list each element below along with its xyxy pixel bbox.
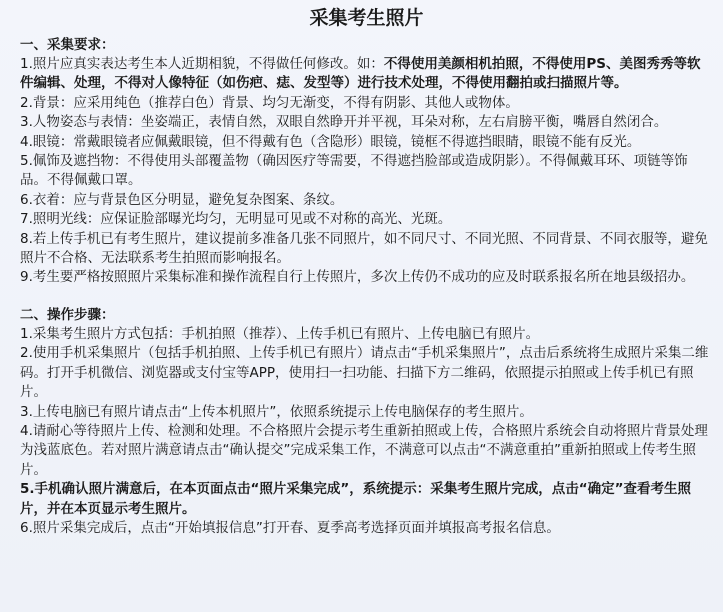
text-segment: 6.照片采集完成后，点击“开始填报信息”打开春、夏季高考选择页面并填报高考报名信息。: [20, 519, 560, 536]
steps-section: [20, 306, 713, 538]
steps-list: [20, 325, 713, 538]
text-segment: 9.考生要严格按照照片采集标准和操作流程自行上传照片，多次上传仍不成功的应及时联系报名所在地县级招办。: [20, 269, 695, 286]
requirement-item: [20, 133, 713, 152]
text-segment: 8.若上传手机已有考生照片，建议提前多准备几张不同照片，如不同尺寸、不同光照、不同背景、不同衣服等，避免照片不合格、无法联系考生拍照而影响报名。: [20, 230, 708, 267]
step-item: [20, 325, 713, 344]
requirement-item: [20, 191, 713, 210]
requirement-item: [20, 230, 713, 269]
text-segment: 1.照片应真实表达考生本人近期相貌，不得做任何修改。如：: [20, 56, 384, 72]
steps-heading: 二、操作步骤：: [20, 306, 115, 323]
step-item: [20, 480, 713, 519]
text-segment: 5.手机确认照片满意后，在本页面点击“照片采集完成”，系统提示：采集考生照片完成，点击“确定”查看考生照片，并在本页显示考生照片。: [20, 481, 692, 517]
requirement-item: [20, 94, 713, 113]
requirement-item: [20, 210, 713, 229]
requirement-item: [20, 113, 713, 132]
text-segment: 1.采集考生照片方式包括：手机拍照（推荐）、上传手机已有照片、上传电脑已有照片。: [20, 325, 540, 342]
text-segment: 4.请耐心等待照片上传、检测和处理。不合格照片会提示考生重新拍照或上传，合格照片系统会自动将照片背景处理为浅蓝底色。若对照片满意请点击“确认提交”完成采集工作，不满意可以点击“不满意重拍”重新拍照或上传考生照片。: [20, 422, 708, 478]
requirements-list: [20, 55, 713, 288]
requirement-item: [20, 152, 713, 191]
text-segment: 6.衣着：应与背景色区分明显，避免复杂图案、条纹。: [20, 191, 344, 208]
requirement-item: [20, 268, 713, 287]
step-item: [20, 422, 713, 480]
text-segment: 不得使用美颜相机拍照，不得使用PS、美图秀秀等软件编辑、处理，不得对人像特征（如伤疤、痣、发型等）进行技术处理，不得使用翻拍或扫描照片等。: [20, 56, 701, 92]
step-item: [20, 519, 713, 538]
text-segment: 7.照明光线：应保证脸部曝光均匀，无明显可见或不对称的高光、光斑。: [20, 211, 452, 228]
text-segment: 5.佩饰及遮挡物：不得使用头部覆盖物（确因医疗等需要，不得遮挡脸部或造成阴影）。不得佩戴耳环、项链等饰品。不得佩戴口罩。: [20, 153, 688, 189]
page-title: 采集考生照片: [309, 7, 424, 29]
requirements-section: [20, 36, 713, 288]
text-segment: 4.眼镜：常戴眼镜者应佩戴眼镜，但不得戴有色（含隐形）眼镜，镜框不得遮挡眼睛，眼镜不能有反光。: [20, 133, 641, 150]
requirements-heading: 一、采集要求：: [20, 37, 115, 53]
requirement-item: [20, 55, 713, 94]
text-segment: 2.使用手机采集照片（包括手机拍照、上传手机已有照片）请点击“手机采集照片”，点击后系统将生成照片采集二维码。打开手机微信、浏览器或支付宝等APP，使用扫一扫功能、扫描下方二维码，依照提示拍照或上传手机已有照片。: [20, 345, 709, 401]
step-item: [20, 403, 713, 422]
text-segment: 2.背景：应采用纯色（推荐白色）背景、均匀无渐变，不得有阴影、其他人或物体。: [20, 94, 519, 111]
step-item: [20, 344, 713, 402]
text-segment: 3.上传电脑已有照片请点击“上传本机照片”，依照系统提示上传电脑保存的考生照片。: [20, 403, 533, 420]
text-segment: 3.人物姿态与表情：坐姿端正，表情自然，双眼自然睁开并平视，耳朵对称，左右肩膀平衡，嘴唇自然闭合。: [20, 114, 668, 131]
